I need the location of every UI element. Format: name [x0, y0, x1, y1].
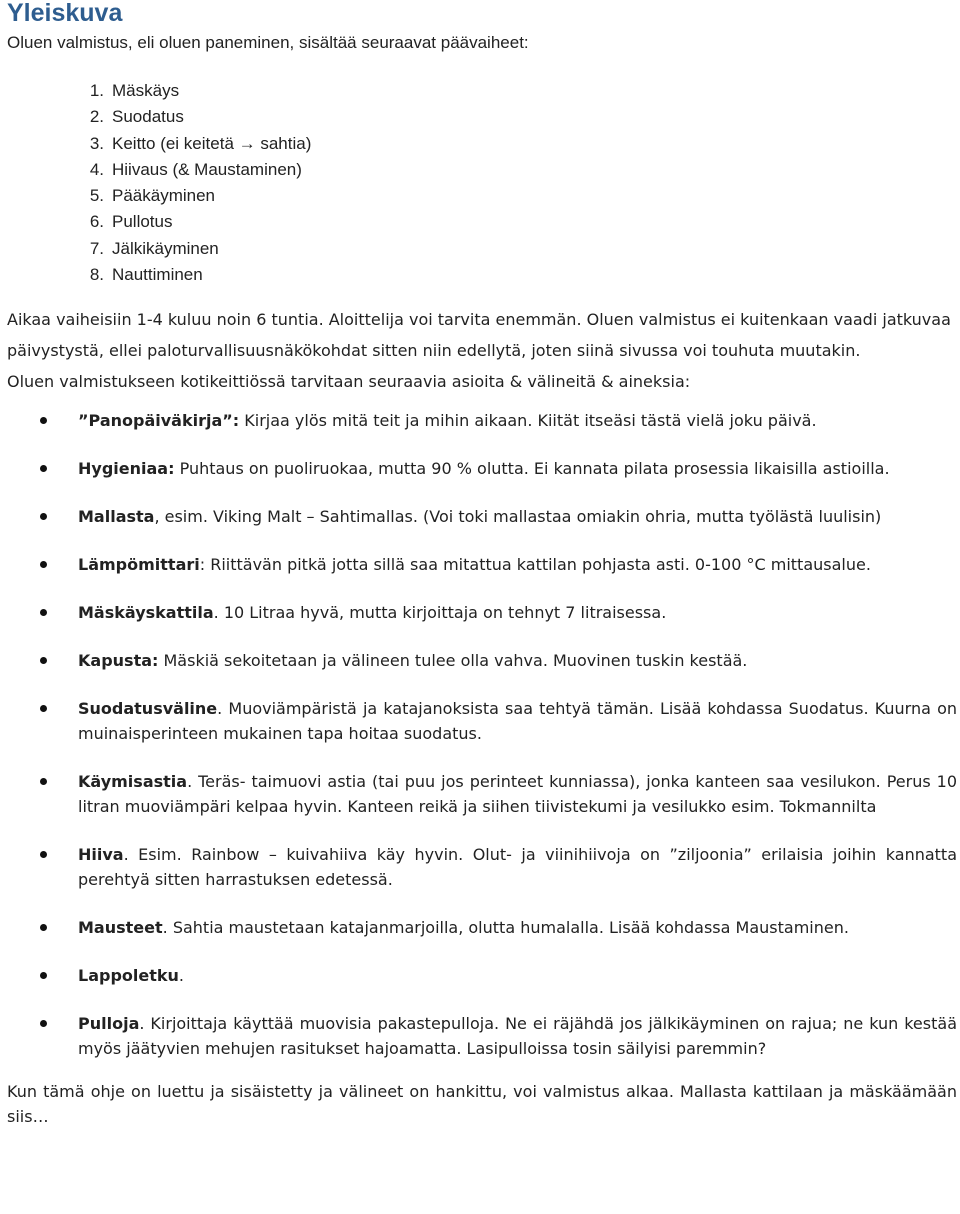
- step-item: [7, 209, 957, 235]
- item-label: Mallasta: [78, 507, 155, 527]
- item-text: , esim. Viking Malt – Sahtimallas. (Voi toki mallastaa omiakin ohria, mutta työlästä luulisin): [154, 507, 882, 527]
- bullet-icon: [40, 465, 47, 472]
- item-label: ”Panopäiväkirja”:: [78, 411, 240, 431]
- list-item: [7, 963, 957, 988]
- steps-list: [7, 78, 957, 288]
- step-item: [7, 157, 957, 183]
- item-label: Suodatusväline: [78, 699, 218, 719]
- bullet-icon: [40, 972, 47, 979]
- step-text: Nauttiminen: [112, 265, 203, 285]
- item-text: Kirjaa ylös mitä teit ja mihin aikaan. Kiität itseäsi tästä vielä joku päivä.: [239, 411, 817, 431]
- step-number: 1.: [89, 81, 104, 100]
- item-text: Mäskiä sekoitetaan ja välineen tulee olla vahva. Muovinen tuskin kestää.: [158, 651, 748, 671]
- step-text: Suodatus: [112, 107, 184, 127]
- list-item: [7, 696, 957, 746]
- step-text: Jälkikäyminen: [112, 238, 219, 258]
- page-title: Yleiskuva: [7, 0, 123, 27]
- step-number: 8.: [89, 265, 104, 285]
- item-label: Mausteet: [78, 918, 163, 938]
- list-item: [7, 842, 957, 892]
- item-label: Hiiva: [78, 845, 124, 865]
- list-item: [7, 504, 957, 529]
- step-item: [7, 262, 957, 288]
- item-label: Käymisastia: [78, 772, 188, 792]
- list-item: [7, 1011, 957, 1061]
- list-item: [7, 648, 957, 673]
- item-text: : Riittävän pitkä jotta sillä saa mitattua kattilan pohjasta asti. 0-100 °C mittausalue.: [199, 555, 871, 575]
- bullet-icon: [40, 1020, 47, 1027]
- item-text: Puhtaus on puoliruokaa, mutta 90 % olutta. Ei kannata pilata prosessia likaisilla astioilla.: [174, 459, 890, 479]
- requirements-list: [7, 408, 957, 1061]
- document-page: [7, 0, 957, 1129]
- list-item: [7, 552, 957, 577]
- bullet-icon: [40, 851, 47, 858]
- step-item: [7, 78, 957, 104]
- step-text: Pullotus: [112, 212, 173, 232]
- step-number: 6.: [89, 212, 104, 232]
- item-label: Mäskäyskattila: [78, 603, 214, 623]
- item-label: Lämpömittari: [78, 555, 200, 575]
- list-item: [7, 408, 957, 433]
- item-label: Lappoletku: [78, 966, 179, 986]
- step-text: Mäskäys: [112, 81, 180, 100]
- item-text: . Sahtia maustetaan katajanmarjoilla, olutta humalalla. Lisää kohdassa Maustaminen.: [162, 918, 849, 938]
- item-text: . Esim. Rainbow – kuivahiiva käy hyvin. Olut- ja viinihiivoja on ”ziljoonia” erilaisia joihin kannatta perehtyä sitten harrastuksen edetessä.: [78, 845, 957, 890]
- step-number: 2.: [89, 107, 104, 127]
- step-number: 7.: [89, 238, 104, 258]
- bullet-icon: [40, 778, 47, 785]
- bullet-icon: [40, 609, 47, 616]
- time-paragraph: Aikaa vaiheisiin 1-4 kuluu noin 6 tuntia. Aloittelija voi tarvita enemmän. Oluen valmistus ei kuitenkaan vaadi jatkuvaa päivystystä, ellei paloturvallisuusnäkökohdat sitten niin edellytä, joten siinä sivussa voi touhuta muutakin.: [7, 310, 951, 361]
- step-item: [7, 131, 957, 157]
- list-item: [7, 456, 957, 481]
- item-label: Pulloja: [78, 1014, 140, 1034]
- step-text: Keitto (ei keitetä → sahtia): [112, 133, 312, 153]
- list-item: [7, 769, 957, 819]
- item-text: . 10 Litraa hyvä, mutta kirjoittaja on tehnyt 7 litraisessa.: [213, 603, 667, 623]
- requirements-paragraph: Oluen valmistukseen kotikeittiössä tarvitaan seuraavia asioita & välineitä & aineksia:: [7, 372, 691, 392]
- list-item: [7, 600, 957, 625]
- step-number: 3.: [89, 133, 104, 153]
- item-label: Hygieniaa:: [78, 459, 175, 479]
- bullet-icon: [40, 705, 47, 712]
- bullet-icon: [40, 513, 47, 520]
- step-number: 4.: [89, 159, 104, 179]
- closing-paragraph: Kun tämä ohje on luettu ja sisäistetty ja välineet on hankittu, voi valmistus alkaa. Mallasta kattilaan ja mäskäämään siis…: [7, 1082, 957, 1127]
- list-item: [7, 915, 957, 940]
- step-item: [7, 104, 957, 130]
- step-text: Pääkäyminen: [112, 186, 216, 206]
- item-text: . Muoviämpäristä ja katajanoksista saa tehtyä tämän. Lisää kohdassa Suodatus. Kuurna on muinaisperinteen mukainen tapa hoitaa suodatus.: [78, 699, 957, 744]
- bullet-icon: [40, 561, 47, 568]
- bullet-icon: [40, 417, 47, 424]
- item-label: Kapusta:: [78, 651, 159, 671]
- item-text: . Teräs- taimuovi astia (tai puu jos perinteet kunniassa), jonka kanteen saa vesilukon. Perus 10 litran muoviämpäri kelpaa hyvin. Kanteen reikä ja siihen tiivistekumi ja vesilukko esim. Tokmannilta: [78, 772, 957, 817]
- intro-text: Oluen valmistus, eli oluen paneminen, sisältää seuraavat päävaiheet:: [7, 33, 529, 52]
- bullet-icon: [40, 657, 47, 664]
- step-number: 5.: [89, 186, 104, 206]
- step-item: [7, 183, 957, 209]
- step-item: [7, 236, 957, 262]
- item-text: .: [178, 966, 184, 986]
- item-text: . Kirjoittaja käyttää muovisia pakastepulloja. Ne ei räjähdä jos jälkikäyminen on rajua; ne kun kestää myös jäätyvien mehujen rasitukset hajoamatta. Lasipulloissa tosin säilyisi paremmin?: [78, 1014, 957, 1059]
- step-text: Hiivaus (& Maustaminen): [112, 159, 302, 179]
- bullet-icon: [40, 924, 47, 931]
